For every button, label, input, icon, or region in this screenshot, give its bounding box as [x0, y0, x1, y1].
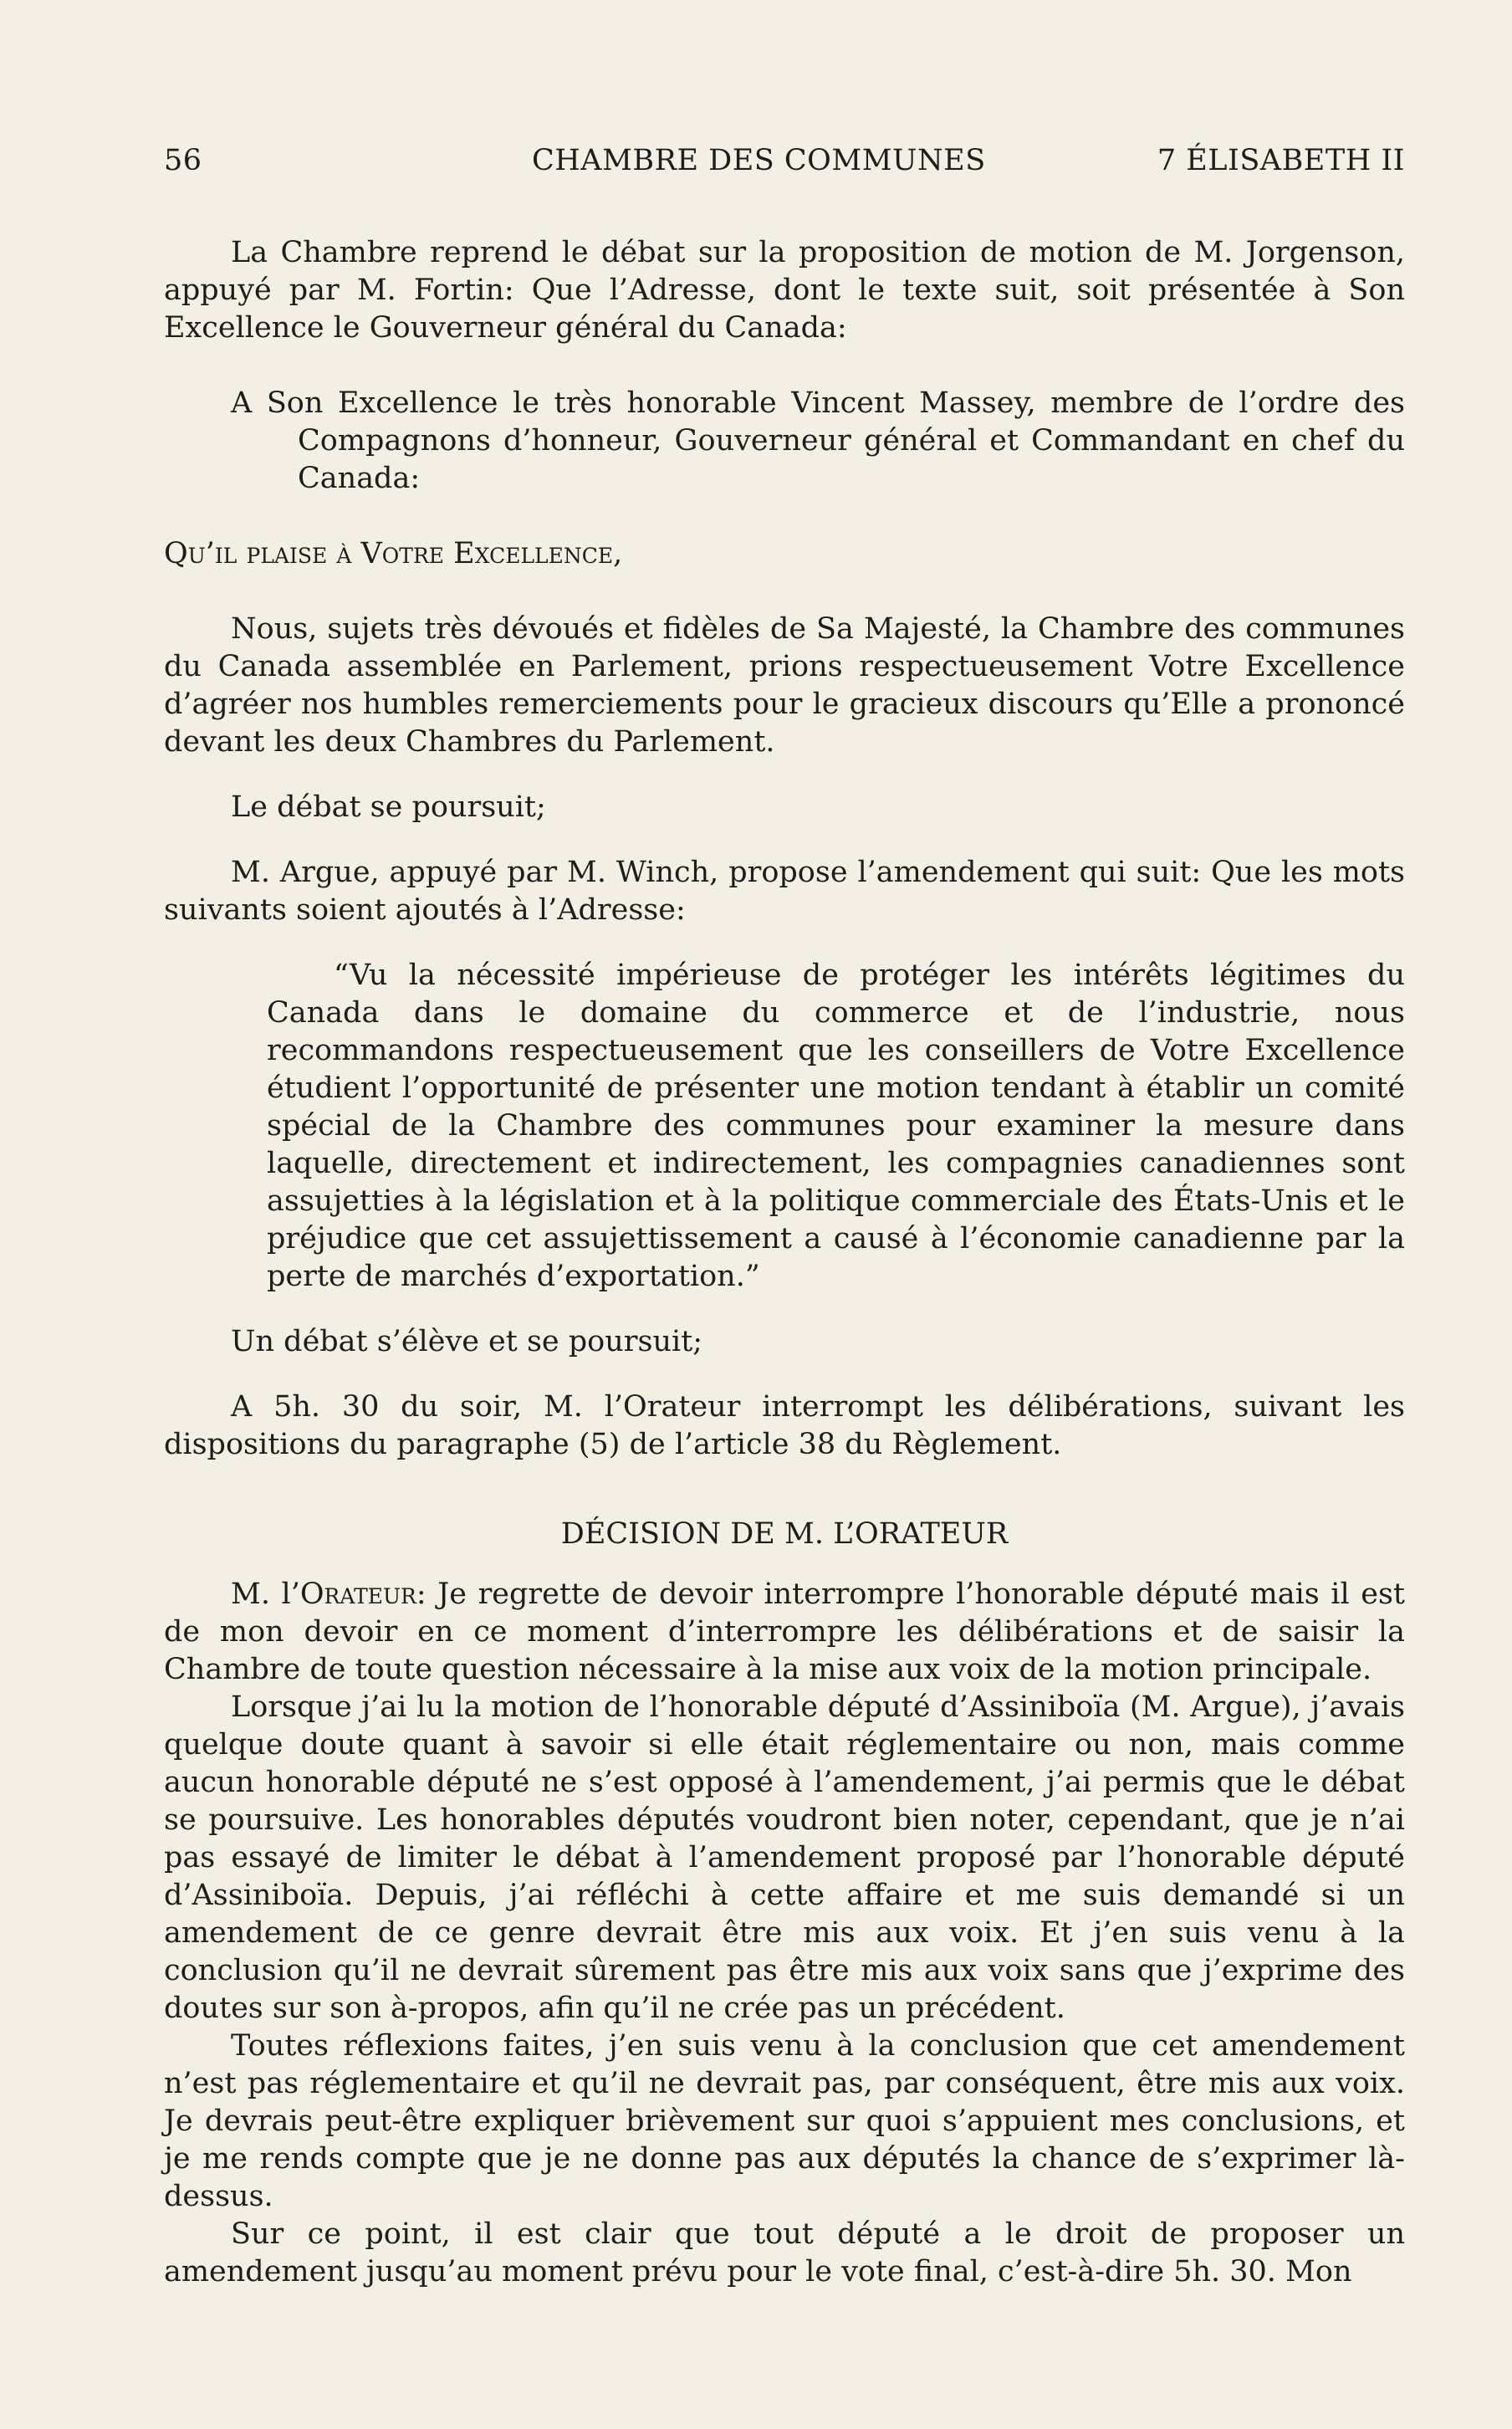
paragraph-amendment-text: “Vu la nécessité impérieuse de protéger les intérêts légitimes du Canada dans le domaine du commerce et de l’industrie, nous recommandons respectueusement que les conseillers de Votre Excellence étudient l’opportunité de présenter une motion tendant à établir un comité spécial de la Chambre des communes pour examiner la mesure dans laquelle, directement et indirectement, les compagnies canadiennes sont assujetties à la législation et à la politique commerciale des États-Unis et le préjudice que cet assujettissement a causé à l’économie canadienne par la perte de marchés d’exportation.” — [267, 959, 1405, 1293]
running-header — [164, 144, 1405, 191]
paragraph-right-to-amend: Sur ce point, il est clair que tout député a le droit de proposer un amendement jusqu’au moment prévu pour le vote final, c’est-à-dire 5h. 30. Mon — [164, 2217, 1405, 2288]
paragraph-debate-resumes: La Chambre reprend le débat sur la proposition de motion de M. Jorgenson, appuyé par M. Fortin: Que l’Adresse, dont le texte suit, soit présentée à Son Excellence le Gouverneur général du Canada: — [164, 236, 1405, 345]
paragraph-speaker-ruling — [164, 1576, 1405, 1689]
section-heading: DÉCISION DE M. L’ORATEUR — [560, 1517, 1009, 1551]
paragraph-debate-continues: Le débat se poursuit; — [231, 790, 546, 824]
speaker-prefix: M. l’ — [231, 1578, 300, 1611]
paragraph-address-recipient: A Son Excellence le très honorable Vincent Massey, membre de l’ordre des Compagnons d’honneur, Gouverneur général et Commandant en chef du Canada: — [231, 386, 1405, 495]
paragraph-address-text: Nous, sujets très dévoués et fidèles de Sa Majesté, la Chambre des communes du Canada assemblée en Parlement, prions respectueusement Votre Excellence d’agréer nos humbles remerciements pour le gracieux discours qu’Elle a prononcé devant les deux Chambres du Parlement. — [164, 612, 1405, 759]
page-body — [164, 234, 1405, 2291]
paragraph-motion-doubt: Lorsque j’ai lu la motion de l’honorable député d’Assiniboïa (M. Argue), j’avais quelque doute quant à savoir si elle était réglementaire ou non, mais comme aucun honorable député ne s’est opposé à l’amendement, j’ai permis que le débat se poursuive. Les honorables députés voudront bien noter, cependant, que je n’ai pas essayé de limiter le débat à l’amendement proposé par l’honorable député d’Assiniboïa. Depuis, j’ai réfléchi à cette affaire et me suis demandé si un amendement de ce genre devrait être mis aux voix. Et j’en suis venu à la conclusion qu’il ne devrait sûrement pas être mis aux voix sans que j’exprime des doutes sur son à-propos, afin qu’il ne crée pas un précédent. — [164, 1690, 1405, 2025]
paragraph-debate-arises: Un débat s’élève et se poursuit; — [231, 1325, 703, 1358]
paragraph-salutation: Qu’il plaise à Votre Excellence, — [164, 537, 623, 570]
page-number: 56 — [164, 144, 202, 177]
paragraph-conclusion: Toutes réflexions faites, j’en suis venu à la conclusion que cet amendement n’est pas réglementaire et qu’il ne devrait pas, par conséquent, être mis aux voix. Je devrais peut-être expliquer brièvement sur quoi s’appuient mes conclusions, et je me rends compte que je ne donne pas aux députés la chance de s’exprimer là-dessus. — [164, 2029, 1405, 2213]
header-session: 7 ÉLISABETH II — [1157, 144, 1405, 177]
header-title: CHAMBRE DES COMMUNES — [532, 144, 986, 177]
paragraph-speaker-interrupts: A 5h. 30 du soir, M. l’Orateur interrompt les délibérations, suivant les dispositions du paragraphe (5) de l’article 38 du Règlement. — [164, 1390, 1405, 1461]
speaker-ruling-text: : Je regrette de devoir interrompre l’honorable député mais il est de mon devoir en ce moment d’interrompre les délibérations et de saisir la Chambre de toute question nécessaire à la mise aux voix de la motion principale. — [164, 1578, 1405, 1686]
speaker-name: Orateur — [299, 1578, 416, 1611]
paragraph-amendment-proposal: M. Argue, appuyé par M. Winch, propose l’amendement qui suit: Que les mots suivants soient ajoutés à l’Adresse: — [164, 856, 1405, 927]
